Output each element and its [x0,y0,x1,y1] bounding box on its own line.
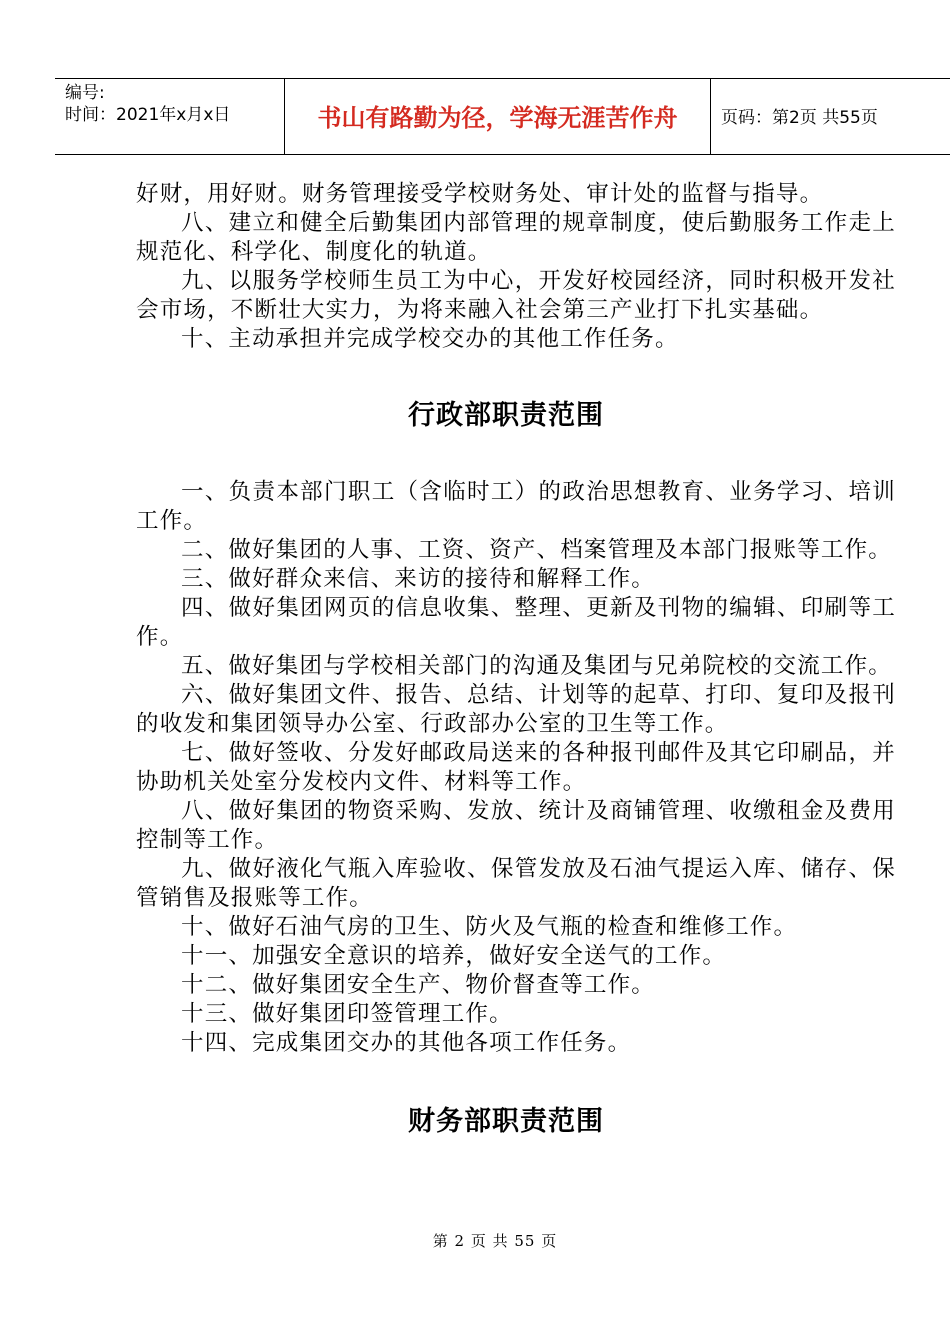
paragraph: 九、以服务学校师生员工为中心，开发好校园经济，同时积极开发社会市场，不断壮大实力，为将来融入社会第三产业打下扎实基础。 [136,268,896,323]
paragraph: 十二、做好集团安全生产、物价督查等工作。 [181,972,656,998]
section-title-finance: 财务部职责范围 [408,1106,604,1137]
paragraph: 十、做好石油气房的卫生、防火及气瓶的检查和维修工作。 [181,914,798,940]
header-page-cell [711,79,950,154]
paragraph: 六、做好集团文件、报告、总结、计划等的起草、打印、复印及报刊的收发和集团领导办公室、行政部办公室的卫生等工作。 [136,682,896,737]
paragraph: 十四、完成集团交办的其他各项工作任务。 [181,1030,632,1056]
paragraph: 十、主动承担并完成学校交办的其他工作任务。 [181,326,679,352]
paragraph: 三、做好群众来信、来访的接待和解释工作。 [181,566,656,592]
page-footer: 第 2 页 共 55 页 [432,1232,558,1250]
paragraph: 十三、做好集团印签管理工作。 [181,1001,513,1027]
header-motto-cell [285,79,711,154]
paragraph: 四、做好集团网页的信息收集、整理、更新及刊物的编辑、印刷等工作。 [136,595,896,650]
paragraph: 八、建立和健全后勤集团内部管理的规章制度，使后勤服务工作走上规范化、科学化、制度化的轨道。 [136,210,896,265]
paragraph: 八、做好集团的物资采购、发放、统计及商铺管理、收缴租金及费用控制等工作。 [136,798,896,853]
header-meta-cell [55,79,285,154]
paragraph: 五、做好集团与学校相关部门的沟通及集团与兄弟院校的交流工作。 [181,653,893,679]
paragraph: 二、做好集团的人事、工资、资产、档案管理及本部门报账等工作。 [181,537,893,563]
paragraph: 好财，用好财。财务管理接受学校财务处、审计处的监督与指导。 [136,181,824,207]
header-motto: 书山有路勤为径，学海无涯苦作舟 [317,104,678,132]
serial-label: 编号: [65,83,105,103]
section-title-admin: 行政部职责范围 [408,400,604,431]
header-page-code: 页码：第2页 共55页 [721,108,878,128]
document-body [136,180,896,1140]
paragraph: 一、负责本部门职工（含临时工）的政治思想教育、业务学习、培训工作。 [136,479,896,534]
paragraph: 七、做好签收、分发好邮政局送来的各种报刊邮件及其它印刷品，并协助机关处室分发校内文件、材料等工作。 [136,740,896,795]
document-header-table [55,78,950,155]
paragraph: 十一、加强安全意识的培养，做好安全送气的工作。 [181,943,727,969]
paragraph: 九、做好液化气瓶入库验收、保管发放及石油气提运入库、储存、保管销售及报账等工作。 [136,856,896,911]
time-label: 时间：2021年x月x日 [65,105,231,125]
